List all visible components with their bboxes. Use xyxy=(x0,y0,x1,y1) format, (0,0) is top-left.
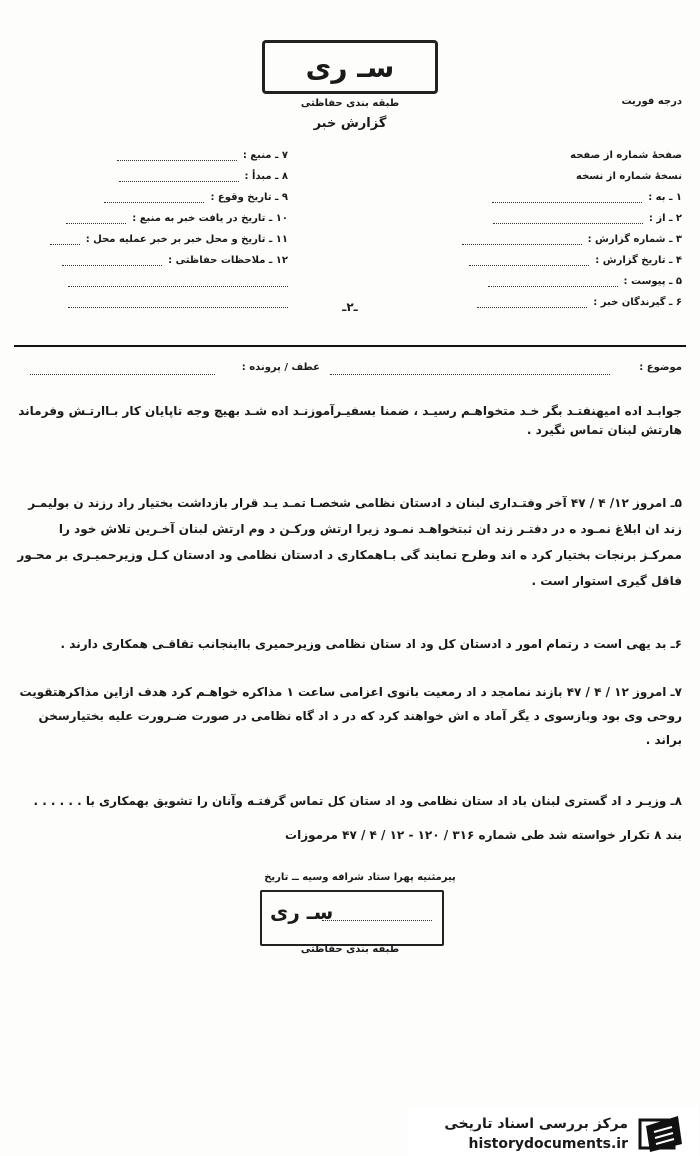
form-field xyxy=(28,297,288,318)
form-field: ۱۱ ـ تاریخ و محل خبر بر خبر عملیه محل : xyxy=(28,234,288,255)
stamp-dots xyxy=(322,910,432,921)
report-title: گزارش خبر xyxy=(313,116,387,131)
divider xyxy=(14,345,686,347)
logo-title: مرکز بررسی اسناد تاریخی xyxy=(444,1116,628,1132)
form-field: ۱۲ ـ ملاحظات حفاظتی : xyxy=(28,255,288,276)
form-field: ۴ ـ تاریخ گزارش : xyxy=(432,255,682,276)
subject-label: موضوع : xyxy=(639,362,682,373)
paragraph-7: ۷ـ امروز ۱۲ / ۴ / ۴۷ بازند نمامجد د اد رمعیت بانوی اعزامی ساعت ۱ مذاکره خواهـم کرد هدف ازاین مذاکرهتقویت روحی وی بود وبازسوی د یگر آماد ه اش خواهند کرد که در د اد گاه نظامی در صورت ضـرورت علیه بختیارسخن براند . xyxy=(19,685,682,747)
paragraph-6: ۶ـ بد یهی است د رتمام امور د ادستان کل ود اد ستان نظامی وزیرحمیری بااینجانب تقاقـی همکاری دارند . xyxy=(60,637,682,651)
paragraph-5: ۵ـ امروز ۱۲/ ۴ / ۴۷ آخر وفتـداری لبنان د ادستان نظامی شخصـا تمـد یـد قرار بازداشت بختیار راد رزند ن بولیمـر زند ان ابلاغ نمـود ه در دفتـر زند ان ثبتخواهـد نمـود زیرا ارتش ورکـن د وم ارتش لبنان آخـرین تلاش خود را ممرکـز برنجات بختیار کرد ه اند وطرح تمایند گی بـاهمکاری د ادستان نظامی ود ادستان کـل وزیرحمیـری بر محـور فاقل گیری استوار است . xyxy=(17,496,682,588)
bottom-classification-label: طبقه بندی حفاظتی xyxy=(300,944,400,955)
form-field: ۳ ـ شماره گزارش : xyxy=(432,234,682,255)
bottom-classification-stamp xyxy=(260,890,444,946)
bottom-stamp-text: سـ ری xyxy=(270,900,334,924)
form-field: ۲ ـ از : xyxy=(432,213,682,234)
paragraph-8: ۸ـ وزیـر د اد گستری لبنان باد اد ستان نظامی ود اد ستان کل تماس گرفتـه وآنان را تشویق بهمکاری با . . . . . . xyxy=(33,794,682,808)
classification-stamp xyxy=(262,40,438,94)
form-field: ۶ ـ گیرندگان خبر : xyxy=(432,297,682,318)
file-dots xyxy=(30,364,215,375)
logo-url[interactable]: historydocuments.ir xyxy=(468,1136,628,1152)
page-number: ـ۲ـ xyxy=(342,300,358,314)
paragraph-reference: بند ۸ تکرار خواسته شد طی شماره ۳۱۶ / ۱۲۰ - ۱۲ / ۴ / ۴۷ مرموزات xyxy=(285,828,682,842)
classification-label: طبقه بندی حفاظتی xyxy=(300,98,400,109)
form-field xyxy=(28,276,288,297)
right-field-column xyxy=(432,150,682,318)
stamp-text: سـ ری xyxy=(305,50,395,84)
left-field-column xyxy=(28,150,288,318)
form-field: ۱۰ ـ تاریخ در یافت خبر به منبع : xyxy=(28,213,288,234)
form-field: ۷ ـ منبع : xyxy=(28,150,288,171)
form-field: ۸ ـ مبدأ : xyxy=(28,171,288,192)
subject-dots xyxy=(330,364,610,375)
form-field: ۵ ـ پیوست : xyxy=(432,276,682,297)
form-field: ۹ ـ تاریخ وقوع : xyxy=(28,192,288,213)
form-field: صفحهٔ شماره از صفحه xyxy=(570,150,682,161)
form-field: ۱ ـ به : xyxy=(432,192,682,213)
handwritten-note: پیرمثنیه پهرا ستاد شرافه وسیه ــ تاریخ xyxy=(264,872,456,883)
paragraph-intro: جوابـد اده امیهنفتـد بگر خـد متخواهـم رسیـد ، ضمنا بسفیـرآموزنـد اده شـد بهیچ وجه تاپایان کار بـاارتـش وفرماند هارتش لبنان تماس نگیرد . xyxy=(18,404,682,437)
priority-label: درجه فوریت xyxy=(621,96,682,107)
document-archive-icon xyxy=(636,1114,682,1154)
file-label: عطف / پرونده : xyxy=(241,362,320,373)
form-field: نسخهٔ شماره از نسخه xyxy=(576,171,682,182)
